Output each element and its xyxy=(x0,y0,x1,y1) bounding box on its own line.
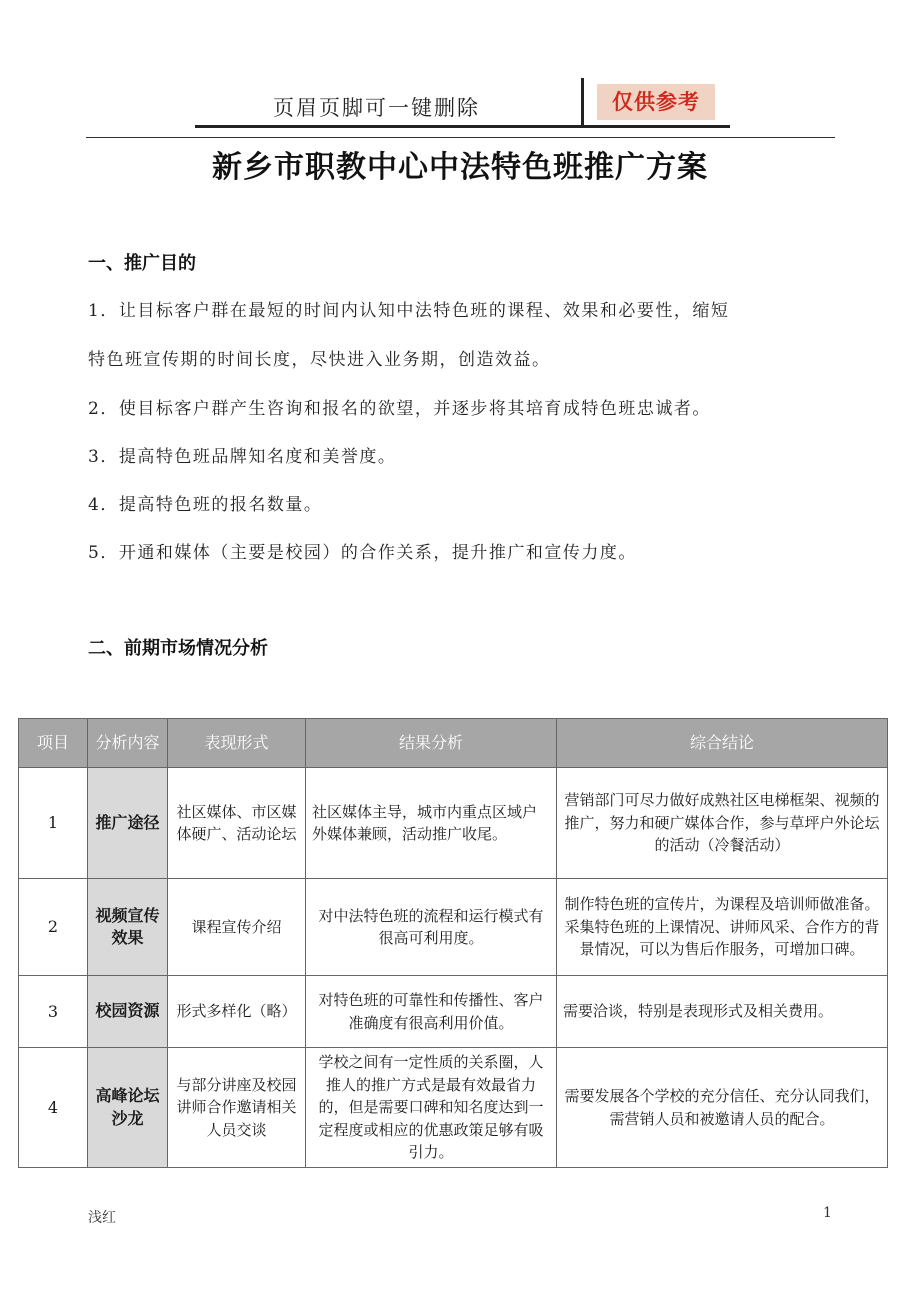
row-result: 学校之间有一定性质的关系圈，人推人的推广方式是最有效最省力的，但是需要口碑和知名度达到一定程度或相应的优惠政策足够有吸引力。 xyxy=(306,1048,557,1168)
row-topic: 高峰论坛沙龙 xyxy=(88,1048,168,1168)
header-underline xyxy=(195,125,730,128)
row-result: 社区媒体主导，城市内重点区域户外媒体兼顾，活动推广收尾。 xyxy=(306,768,557,879)
row-result: 对特色班的可靠性和传播性、客户准确度有很高利用价值。 xyxy=(306,976,557,1048)
row-result: 对中法特色班的流程和运行模式有很高可利用度。 xyxy=(306,879,557,976)
row-number: 3 xyxy=(19,976,88,1048)
purpose-line-4: 4．提高特色班的报名数量。 xyxy=(88,495,323,515)
section-heading-purpose: 一、推广目的 xyxy=(88,253,196,274)
reference-stamp: 仅供参考 xyxy=(597,84,715,120)
table-row xyxy=(19,1048,888,1168)
header-divider xyxy=(581,78,584,128)
header-result: 结果分析 xyxy=(306,719,557,768)
purpose-line-3: 3．提高特色班品牌知名度和美誉度。 xyxy=(88,447,397,467)
page-number: 1 xyxy=(823,1205,832,1221)
row-topic: 推广途径 xyxy=(88,768,168,879)
row-number: 2 xyxy=(19,879,88,976)
row-form: 课程宣传介绍 xyxy=(168,879,306,976)
purpose-line-5: 5．开通和媒体（主要是校园）的合作关系，提升推广和宣传力度。 xyxy=(88,543,637,563)
row-form: 与部分讲座及校园讲师合作邀请相关人员交谈 xyxy=(168,1048,306,1168)
header-banner xyxy=(195,78,730,130)
table-header-row xyxy=(19,719,888,768)
header-analysis-content: 分析内容 xyxy=(88,719,168,768)
document-title: 新乡市职教中心中法特色班推广方案 xyxy=(212,150,708,185)
row-conclusion: 制作特色班的宣传片，为课程及培训师做准备。采集特色班的上课情况、讲师风采、合作方的背景情况，可以为售后作服务，可增加口碑。 xyxy=(557,879,888,976)
header-banner-text: 页眉页脚可一键删除 xyxy=(273,96,480,120)
row-form: 形式多样化（略） xyxy=(168,976,306,1048)
row-form: 社区媒体、市区媒体硬广、活动论坛 xyxy=(168,768,306,879)
footer-author: 浅红 xyxy=(88,1210,116,1226)
table-row xyxy=(19,879,888,976)
header-form: 表现形式 xyxy=(168,719,306,768)
row-conclusion: 营销部门可尽力做好成熟社区电梯框架、视频的推广，努力和硬广媒体合作，参与草坪户外论坛的活动（冷餐活动） xyxy=(557,768,888,879)
purpose-line-1: 1．让目标客户群在最短的时间内认知中法特色班的课程、效果和必要性，缩短 xyxy=(88,301,730,321)
header-conclusion: 综合结论 xyxy=(557,719,888,768)
header-rule xyxy=(86,137,835,138)
purpose-line-2: 2．使目标客户群产生咨询和报名的欲望，并逐步将其培育成特色班忠诚者。 xyxy=(88,399,711,419)
table-row xyxy=(19,768,888,879)
row-topic: 校园资源 xyxy=(88,976,168,1048)
market-analysis-table xyxy=(18,718,888,1168)
row-conclusion: 需要洽谈，特别是表现形式及相关费用。 xyxy=(557,976,888,1048)
header-item: 项目 xyxy=(19,719,88,768)
table-row xyxy=(19,976,888,1048)
purpose-line-1-cont: 特色班宣传期的时间长度，尽快进入业务期，创造效益。 xyxy=(88,350,551,370)
row-number: 1 xyxy=(19,768,88,879)
row-number: 4 xyxy=(19,1048,88,1168)
row-conclusion: 需要发展各个学校的充分信任、充分认同我们，需营销人员和被邀请人员的配合。 xyxy=(557,1048,888,1168)
section-heading-market: 二、前期市场情况分析 xyxy=(88,638,268,659)
row-topic: 视频宣传效果 xyxy=(88,879,168,976)
